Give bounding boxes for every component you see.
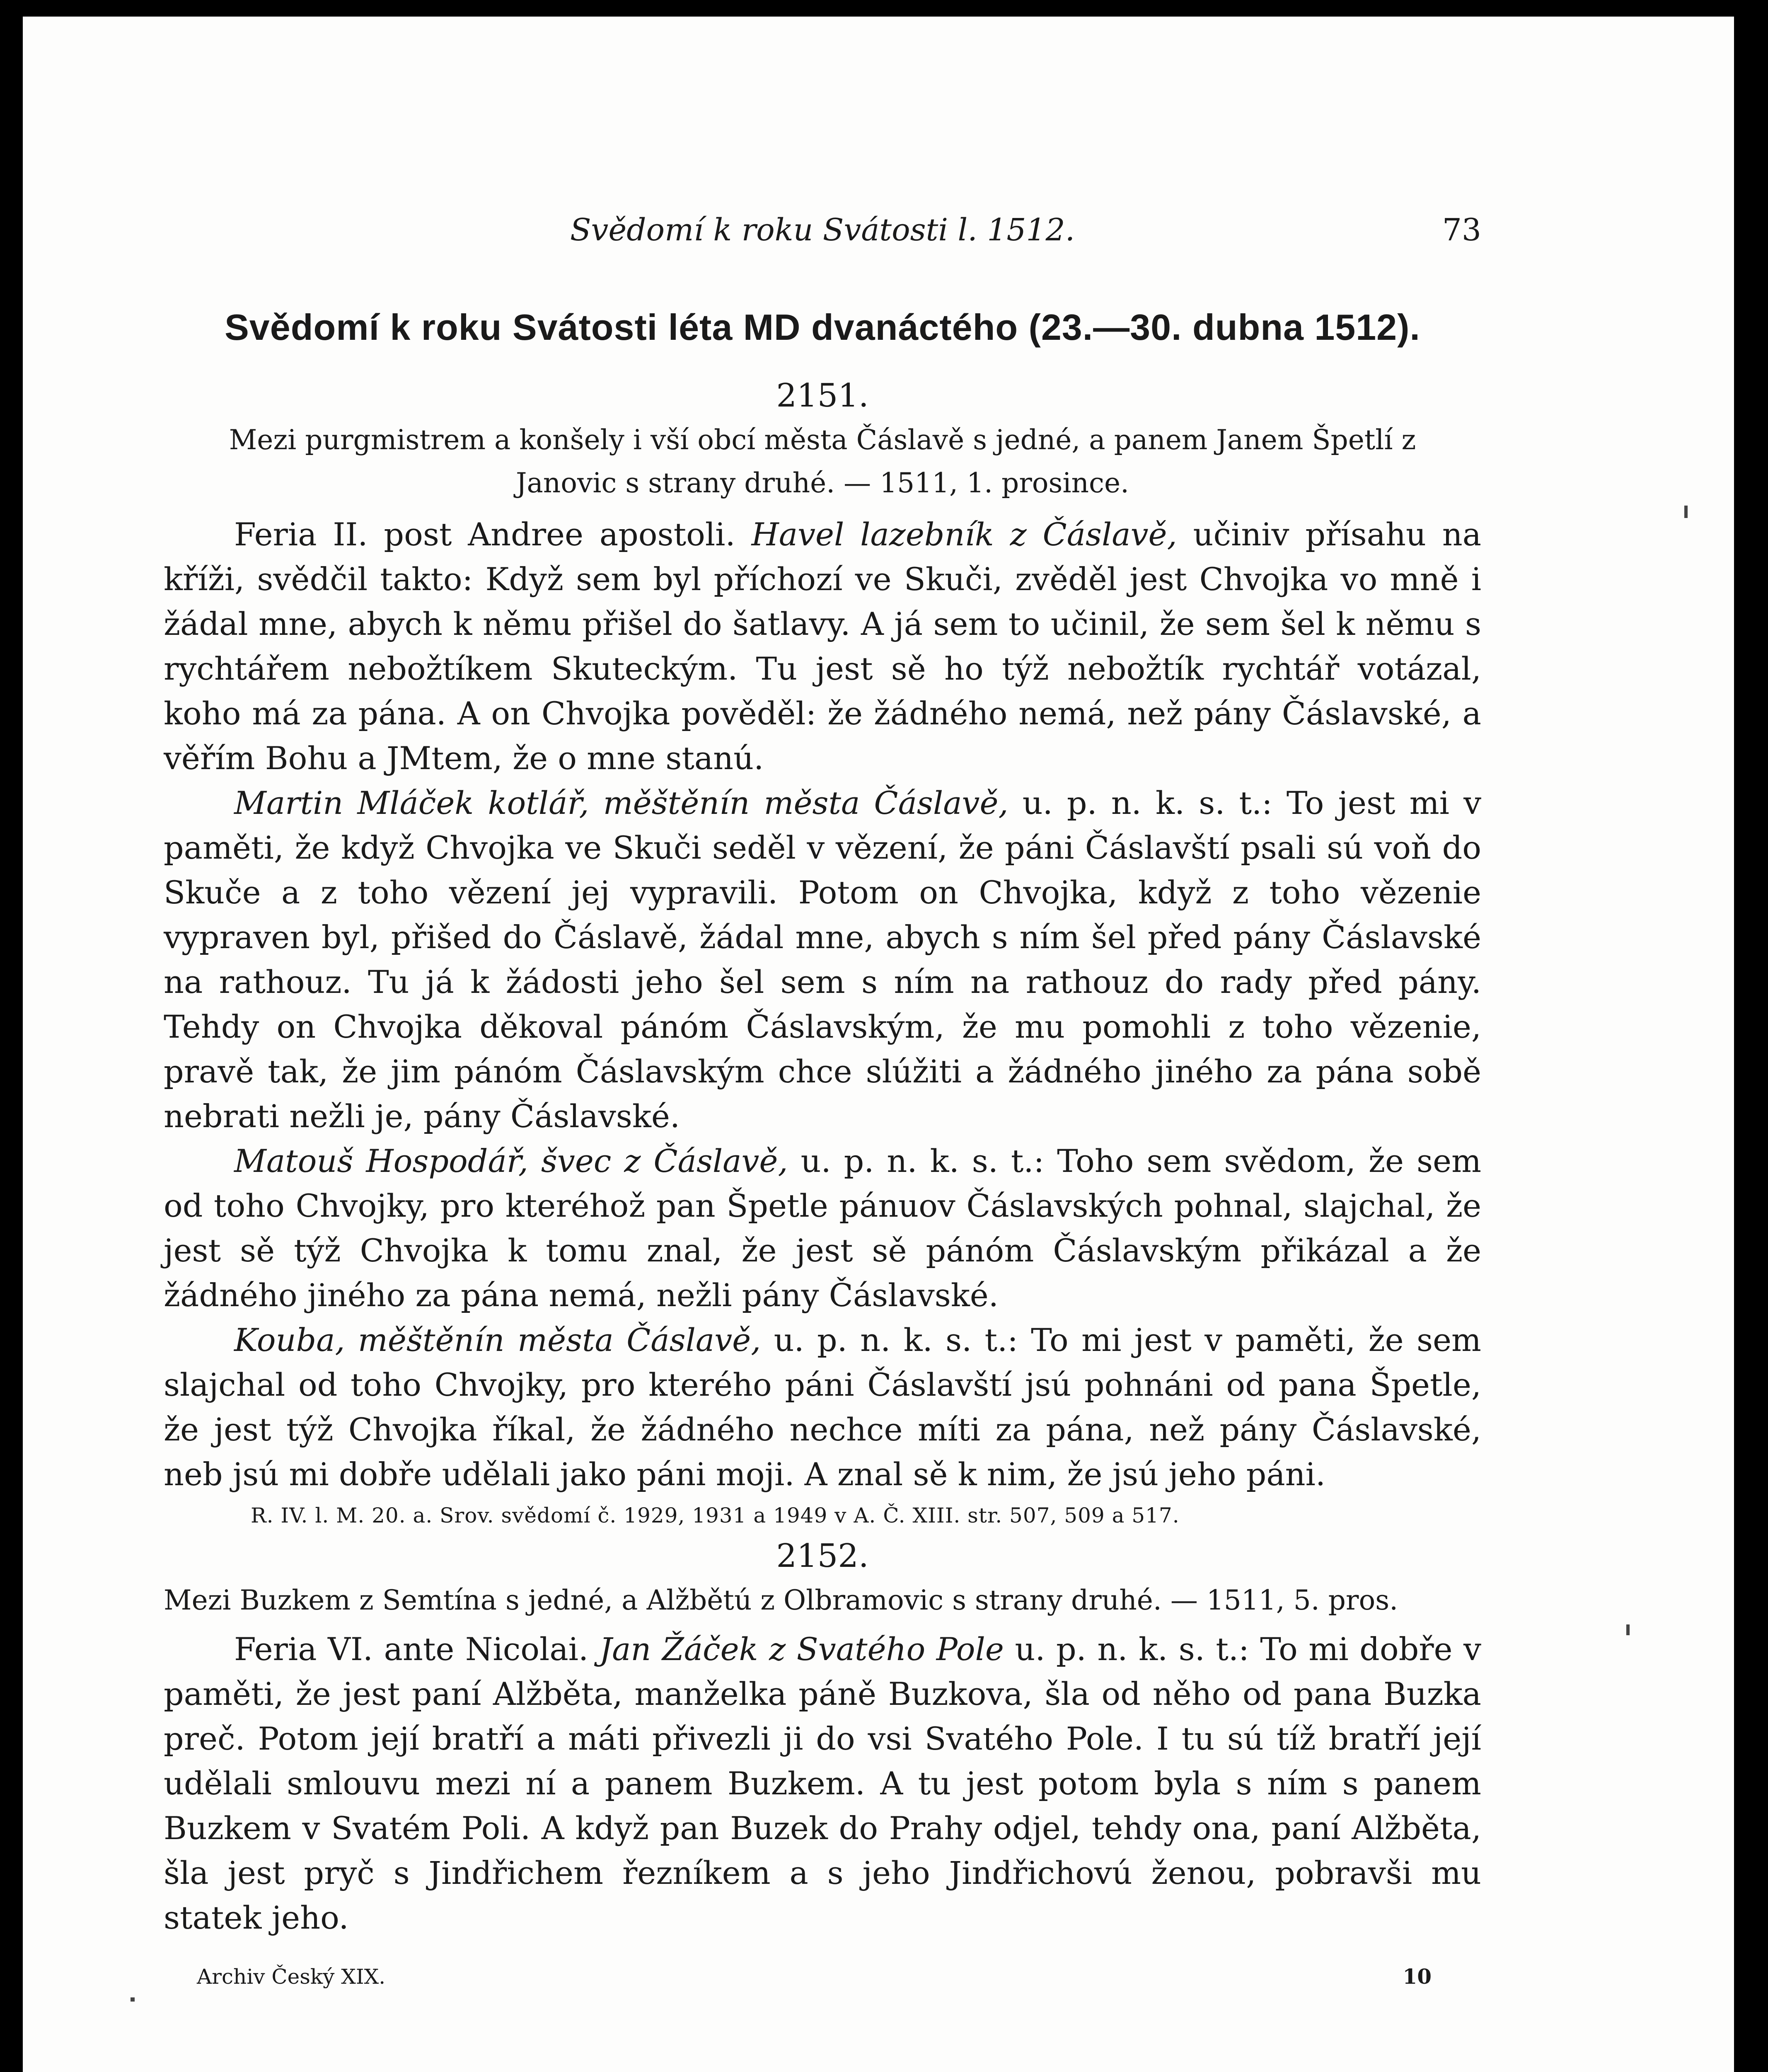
document-number: 2151. [776,377,869,414]
running-head [164,207,1481,253]
paragraph-text: u. p. n. k. s. t.: To jest mi v paměti, že když Chvojka ve Skuči seděl v vězení, že páni Čáslavští psali sú voň do Skuče a z toho vězení jej vypravili. Potom on Chvojka, když z toho vězenie vypraven byl, přišed do Čáslavě, žádal mne, abych s ním šel před pány Čáslavské na rathouz. Tu já k žádosti jeho šel sem s ním na rathouz do rady před pány. Tehdy on Chvojka děkoval pánóm Čáslavským, že mu pomohli z toho vězenie, pravě tak, že jim pánóm Čáslavským chce slúžiti a žádného jiného za pána sobě nebrati nežli je, pány Čáslavské. [164,784,1481,1135]
paragraph-lead: Feria VI. ante Nicolai. [234,1631,600,1668]
sheet-signature: 10 [1403,1964,1432,1989]
paragraph-lead: Feria II. post Andree apostoli. [234,516,752,553]
testimony-paragraph [164,1139,1481,1318]
witness-name: Matouš Hospodář, švec z Čáslavě, [234,1143,788,1179]
testimony-paragraph [164,1627,1481,1940]
document-number: 2152. [776,1537,869,1575]
testimony-paragraph [164,781,1481,1139]
document-regest: Mezi purgmistrem a konšely i vší obcí města Čáslavě s jedné, a panem Janem Špetlí z Janovic s strany druhé. — 1511, 1. prosince. [229,424,1416,499]
document-2151 [164,373,1481,1534]
book-page [23,17,1734,2072]
scan-speck [1626,1624,1630,1635]
testimony-paragraph [164,1318,1481,1497]
paragraph-text: u. p. n. k. s. t.: Toho sem svědom, že sem od toho Chvojky, pro kteréhož pan Špetle pánuov Čáslavských pohnal, slajchal, že jest sě týž Chvojka k tomu znal, že jest sě pánóm Čáslavským přikázal a že žádného jiného za pána nemá, nežli pány Čáslavské. [164,1143,1482,1314]
witness-name: Jan Žáček z Svatého Pole [599,1631,1004,1668]
scan-speck [131,1997,135,2002]
section-title: Svědomí k roku Svátosti léta MD dvanáctého (23.—30. dubna 1512). [225,307,1420,348]
paragraph-text: u. p. n. k. s. t.: To mi dobře v paměti, že jest paní Alžběta, manželka páně Buzkova, šla od něho od pana Buzka preč. Potom její bratří a máti přivezli ji do vsi Svatého Pole. I tu sú tíž bratří její udělali smlouvu mezi ní a panem Buzkem. A tu jest potom byla s ním s panem Buzkem v Svatém Poli. A když pan Buzek do Prahy odjel, tehdy ona, paní Alžběta, šla jest pryč s Jindřichem řezníkem a s jeho Jindřichovú ženou, pobravši mu statek jeho. [164,1631,1481,1936]
witness-name: Havel lazebník z Čáslavě, [751,516,1177,553]
document-2152 [164,1533,1481,1940]
document-regest: Mezi Buzkem z Semtína s jedné, a Alžbětú z Olbramovic s strany druhé. — 1511, 5. pros. [164,1584,1398,1616]
page-number: 73 [1442,212,1481,248]
volume-signature: Archiv Český XIX. [197,1965,386,1989]
scan-border [1739,0,1768,2072]
scan-speck [1684,506,1688,518]
testimony-paragraph [164,512,1481,781]
source-citation: R. IV. l. M. 20. a. Srov. svědomí č. 1929, 1931 a 1949 v A. Č. XIII. str. 507, 509 a 517. [251,1503,1180,1527]
witness-name: Martin Mláček kotlář, měštěnín města Čáslavě, [234,784,1009,821]
witness-name: Kouba, měštěnín města Čáslavě, [234,1322,761,1358]
running-title: Svědomí k roku Svátosti l. 1512. [570,212,1075,248]
page-footer [197,1960,1432,1993]
paragraph-text: učiniv přísahu na kříži, svědčil takto: Když sem byl příchozí ve Skuči, zvěděl jest Chvojka vo mně i žádal mne, abych k němu přišel do šatlavy. A já sem to učinil, že sem šel k němu s rychtářem nebožtíkem Skuteckým. Tu jest sě ho týž nebožtík rychtář votázal, koho má za pána. A on Chvojka pověděl: že žádného nemá, než pány Čáslavské, a věřím Bohu a JMtem, že o mne stanú. [164,516,1482,777]
paragraph-text: u. p. n. k. s. t.: To mi jest v paměti, že sem slajchal od toho Chvojky, pro kterého páni Čáslavští jsú pohnáni od pana Špetle, že jest týž Chvojka říkal, že žádného nechce míti za pána, než pány Čáslavské, neb jsú mi dobře udělali jako páni moji. A znal sě k nim, že jsú jeho páni. [164,1322,1482,1493]
